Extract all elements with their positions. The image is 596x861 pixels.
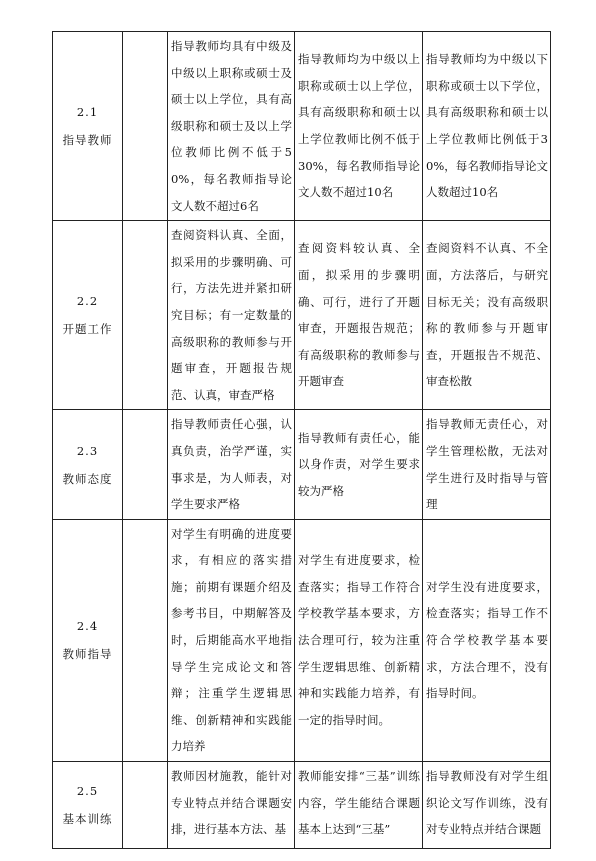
excellent-criteria-cell: 对学生有明确的进度要求，有相应的落实措施；前期有课题介绍及参考书目，中期解答及时，后期能高水平地指导学生完成论文和答辩；注重学生逻辑思维、创新精神和实践能力培养 [168, 519, 295, 761]
table-row [53, 221, 551, 410]
item-cell [53, 519, 123, 761]
item-number: 2.5 [76, 784, 99, 799]
item-number: 2.3 [76, 443, 99, 458]
excellent-criteria-cell: 指导教师均具有中级及中级以上职称或硕士及硕士以上学位，具有高级职称和硕士及以上学位教师比例不低于50%，每名教师指导论文人数不超过6名 [168, 32, 295, 221]
poor-criteria-cell: 指导教师均为中级以下职称或硕士以下学位，具有高级职称和硕士以上学位教师比例低于30%，每名教师指导论文人数超过10名 [423, 32, 551, 221]
blank-cell [123, 221, 168, 410]
table-row [53, 410, 551, 519]
item-cell [53, 32, 123, 221]
excellent-criteria-cell: 教师因材施教，能针对专业特点并结合课题安排，进行基本方法、基 [168, 762, 295, 849]
item-name: 教师指导 [62, 647, 113, 662]
evaluation-criteria-table [52, 31, 551, 849]
medium-criteria-cell: 查阅资料较认真、全面，拟采用的步骤明确、可行，进行了开题审查，开题报告规范；有高级职称的教师参与开题审查 [295, 221, 423, 410]
blank-cell [123, 410, 168, 519]
excellent-criteria-cell: 查阅资料认真、全面，拟采用的步骤明确、可行，方法先进并紧扣研究目标；有一定数量的高级职称的教师参与开题审查，开题报告规范、认真，审查严格 [168, 221, 295, 410]
poor-criteria-cell: 对学生没有进度要求，检查落实；指导工作不符合学校教学基本要求，方法合理不，没有指导时间。 [423, 519, 551, 761]
item-number: 2.2 [76, 294, 99, 309]
item-cell [53, 762, 123, 849]
medium-criteria-cell: 对学生有进度要求，检查落实；指导工作符合学校教学基本要求，方法合理可行，较为注重学生逻辑思维、创新精神和实践能力培养，有一定的指导时间。 [295, 519, 423, 761]
item-cell [53, 410, 123, 519]
medium-criteria-cell: 指导教师有责任心，能以身作责，对学生要求较为严格 [295, 410, 423, 519]
item-number: 2.4 [76, 619, 99, 634]
item-number: 2.1 [76, 105, 99, 120]
item-name: 开题工作 [62, 322, 113, 337]
poor-criteria-cell: 查阅资料不认真、不全面，方法落后，与研究目标无关；没有高级职称的教师参与开题审查，开题报告不规范、审查松散 [423, 221, 551, 410]
blank-cell [123, 32, 168, 221]
item-name: 基本训练 [62, 812, 113, 827]
table-row [53, 32, 551, 221]
item-cell [53, 221, 123, 410]
table-row [53, 519, 551, 761]
blank-cell [123, 762, 168, 849]
poor-criteria-cell: 指导教师无责任心，对学生管理松散，无法对学生进行及时指导与管理 [423, 410, 551, 519]
item-name: 教师态度 [62, 471, 113, 486]
item-name: 指导教师 [62, 133, 113, 148]
blank-cell [123, 519, 168, 761]
medium-criteria-cell: 指导教师均为中级以上职称或硕士以上学位，具有高级职称和硕士以上学位教师比例不低于30%，每名教师指导论文人数不超过10名 [295, 32, 423, 221]
table-row [53, 762, 551, 849]
poor-criteria-cell: 指导教师没有对学生组织论文写作训练，没有对专业特点并结合课题 [423, 762, 551, 849]
medium-criteria-cell: 教师能安排“三基”训练内容，学生能结合课题基本上达到“三基” [295, 762, 423, 849]
excellent-criteria-cell: 指导教师责任心强，认真负责，治学严谨，实事求是，为人师表，对学生要求严格 [168, 410, 295, 519]
